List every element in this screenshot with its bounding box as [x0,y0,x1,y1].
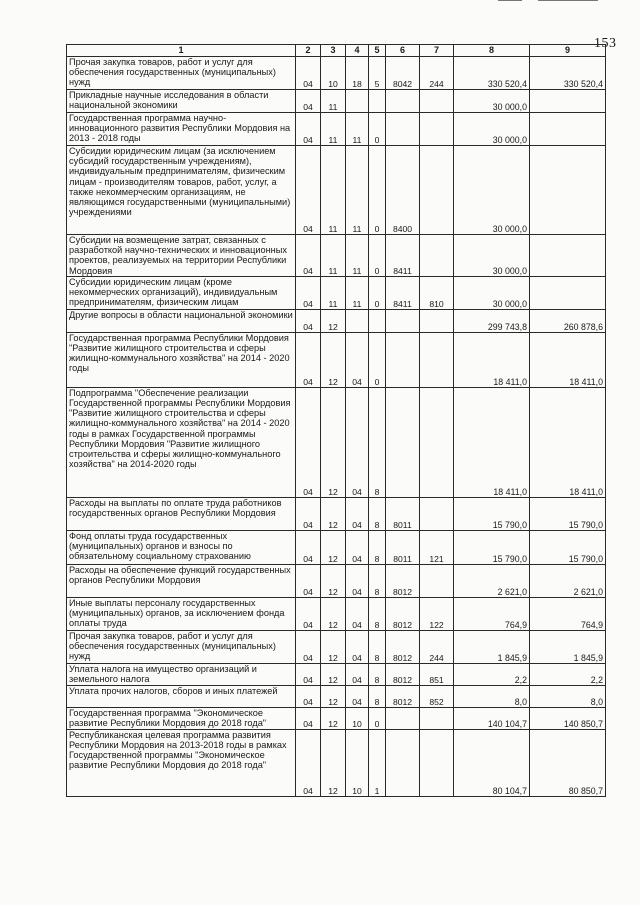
table-row [67,597,606,630]
amount-cell: 299 743,8 [454,309,530,332]
amount-cell: 30 000,0 [454,146,530,235]
code-cell: 11 [346,146,369,235]
amount-cell: 330 520,4 [530,57,606,90]
code-cell [420,387,454,497]
code-cell: 04 [346,685,369,707]
code-cell: 244 [420,57,454,90]
amount-cell: 15 790,0 [530,530,606,564]
header-cell: 5 [369,45,386,57]
code-cell: 12 [321,729,346,796]
table-row [67,57,606,90]
table-header-row [67,45,606,57]
code-cell [386,90,420,113]
amount-cell: 30 000,0 [454,113,530,146]
table-row [67,497,606,530]
code-cell: 04 [346,564,369,597]
code-cell: 121 [420,530,454,564]
code-cell: 8 [369,387,386,497]
code-cell [346,90,369,113]
code-cell [420,497,454,530]
amount-cell: 80 850,7 [530,729,606,796]
amount-cell: 30 000,0 [454,276,530,309]
code-cell: 852 [420,685,454,707]
code-cell [369,309,386,332]
row-name-cell: Прочая закупка товаров, работ и услуг для обеспечения государственных (муниципальных) нужд [67,630,296,663]
code-cell: 11 [321,113,346,146]
row-name-cell: Уплата прочих налогов, сборов и иных платежей [67,685,296,707]
code-cell [386,332,420,387]
code-cell: 244 [420,630,454,663]
code-cell: 11 [346,276,369,309]
amount-cell: 1 845,9 [454,630,530,663]
code-cell: 11 [321,90,346,113]
table-row [67,707,606,729]
amount-cell: 15 790,0 [530,497,606,530]
table-row [67,387,606,497]
code-cell [386,387,420,497]
header-cell: 8 [454,45,530,57]
row-name-cell: Государственная программа Республики Мордовия "Развитие жилищного строительства и сферы жилищно-коммунального хозяйства" на 2014 - 2020 годы [67,332,296,387]
row-name-cell: Прикладные научные исследования в области национальной экономики [67,90,296,113]
code-cell: 8011 [386,530,420,564]
code-cell: 04 [346,530,369,564]
page-number: 153 [594,36,617,51]
code-cell: 851 [420,663,454,685]
row-name-cell: Субсидии на возмещение затрат, связанных с разработкой научно-технических и инновационных проектов, реализуемых на территории Республики Мордовия [67,235,296,277]
header-cell: 9 [530,45,606,57]
budget-table [66,44,606,797]
table-row [67,530,606,564]
amount-cell: 1 845,9 [530,630,606,663]
code-cell [386,729,420,796]
amount-cell: 140 850,7 [530,707,606,729]
code-cell [369,90,386,113]
amount-cell: 8,0 [454,685,530,707]
top-edge-mark [538,0,598,1]
table-row [67,276,606,309]
row-name-cell: Другие вопросы в области национальной экономики [67,309,296,332]
amount-cell: 80 104,7 [454,729,530,796]
amount-cell: 8,0 [530,685,606,707]
code-cell: 04 [346,663,369,685]
code-cell: 8 [369,597,386,630]
code-cell: 12 [321,387,346,497]
row-name-cell: Расходы на обеспечение функций государственных органов Республики Мордовия [67,564,296,597]
code-cell: 8 [369,685,386,707]
code-cell: 12 [321,530,346,564]
code-cell: 11 [346,235,369,277]
code-cell [420,332,454,387]
code-cell: 04 [296,309,321,332]
code-cell: 12 [321,332,346,387]
code-cell: 12 [321,309,346,332]
amount-cell [530,146,606,235]
code-cell: 04 [296,564,321,597]
code-cell: 8400 [386,146,420,235]
code-cell: 12 [321,663,346,685]
code-cell: 04 [346,497,369,530]
code-cell: 04 [346,387,369,497]
header-cell: 7 [420,45,454,57]
code-cell: 8012 [386,630,420,663]
amount-cell: 2,2 [530,663,606,685]
code-cell [346,309,369,332]
code-cell: 12 [321,597,346,630]
amount-cell: 15 790,0 [454,530,530,564]
code-cell: 12 [321,685,346,707]
code-cell: 11 [321,146,346,235]
row-name-cell: Республиканская целевая программа развития Республики Мордовия на 2013-2018 годы в рамках Государственной программы "Экономическое развитие Республики Мордовия до 2018 года" [67,729,296,796]
code-cell: 04 [296,332,321,387]
code-cell: 0 [369,276,386,309]
code-cell: 12 [321,707,346,729]
code-cell: 8012 [386,685,420,707]
code-cell: 8012 [386,564,420,597]
code-cell: 04 [296,57,321,90]
header-cell: 3 [321,45,346,57]
top-edge-mark [498,0,522,1]
code-cell: 10 [321,57,346,90]
code-cell: 04 [296,113,321,146]
amount-cell: 2 621,0 [454,564,530,597]
header-cell: 2 [296,45,321,57]
code-cell: 8 [369,530,386,564]
row-name-cell: Субсидии юридическим лицам (кроме некоммерческих организаций), индивидуальным предпринимателям, физическим лицам [67,276,296,309]
amount-cell: 30 000,0 [454,90,530,113]
amount-cell: 764,9 [454,597,530,630]
row-name-cell: Уплата налога на имущество организаций и земельного налога [67,663,296,685]
code-cell: 8411 [386,276,420,309]
code-cell: 04 [296,729,321,796]
code-cell: 8 [369,564,386,597]
row-name-cell: Государственная программа научно-инновационного развития Республики Мордовия на 2013 - 2018 годы [67,113,296,146]
code-cell: 8 [369,497,386,530]
code-cell: 12 [321,630,346,663]
code-cell: 04 [296,90,321,113]
code-cell: 12 [321,564,346,597]
code-cell: 1 [369,729,386,796]
table-row [67,685,606,707]
code-cell: 04 [296,685,321,707]
code-cell: 0 [369,332,386,387]
header-cell: 4 [346,45,369,57]
code-cell: 04 [346,630,369,663]
code-cell: 11 [346,113,369,146]
amount-cell: 15 790,0 [454,497,530,530]
table-row [67,729,606,796]
table-row [67,113,606,146]
amount-cell: 260 878,6 [530,309,606,332]
code-cell [420,707,454,729]
amount-cell: 18 411,0 [454,332,530,387]
row-name-cell: Фонд оплаты труда государственных (муниципальных) органов и взносы по обязательному социальному страхованию [67,530,296,564]
code-cell: 8411 [386,235,420,277]
code-cell [420,90,454,113]
amount-cell: 2 621,0 [530,564,606,597]
amount-cell: 18 411,0 [530,332,606,387]
table-row [67,235,606,277]
code-cell: 04 [296,276,321,309]
code-cell: 04 [296,597,321,630]
amount-cell [530,276,606,309]
code-cell: 11 [321,276,346,309]
amount-cell: 30 000,0 [454,235,530,277]
amount-cell [530,90,606,113]
code-cell: 810 [420,276,454,309]
code-cell: 11 [321,235,346,277]
code-cell: 0 [369,113,386,146]
code-cell: 0 [369,146,386,235]
code-cell: 12 [321,497,346,530]
amount-cell: 18 411,0 [530,387,606,497]
code-cell: 8 [369,630,386,663]
code-cell: 04 [296,707,321,729]
code-cell: 10 [346,729,369,796]
code-cell: 04 [296,235,321,277]
code-cell: 8042 [386,57,420,90]
code-cell [420,729,454,796]
amount-cell: 18 411,0 [454,387,530,497]
code-cell: 8012 [386,663,420,685]
amount-cell: 2,2 [454,663,530,685]
amount-cell [530,113,606,146]
amount-cell [530,235,606,277]
code-cell: 5 [369,57,386,90]
code-cell [386,309,420,332]
table-row [67,630,606,663]
code-cell: 04 [346,332,369,387]
code-cell: 0 [369,707,386,729]
row-name-cell: Подпрограмма "Обеспечение реализации Государственной программы Республики Мордовия "Развитие жилищного строительства и сферы жилищно-коммунального хозяйства" на 2014 - 2020 годы в рамках Государственной программы Республики Мордовия "Развитие жилищного строительства и сферы жилищно-коммунального хозяйства" на 2014-2020 годы [67,387,296,497]
code-cell: 04 [296,387,321,497]
amount-cell: 330 520,4 [454,57,530,90]
code-cell: 04 [296,530,321,564]
code-cell: 122 [420,597,454,630]
table-row [67,564,606,597]
code-cell [420,113,454,146]
code-cell: 8011 [386,497,420,530]
table-row [67,663,606,685]
code-cell: 8012 [386,597,420,630]
row-name-cell: Прочая закупка товаров, работ и услуг для обеспечения государственных (муниципальных) нужд [67,57,296,90]
code-cell [386,707,420,729]
code-cell [420,146,454,235]
header-cell: 6 [386,45,420,57]
code-cell [420,235,454,277]
table-row [67,309,606,332]
code-cell: 04 [296,497,321,530]
code-cell [420,564,454,597]
code-cell: 04 [296,630,321,663]
code-cell: 18 [346,57,369,90]
code-cell: 8 [369,663,386,685]
header-cell: 1 [67,45,296,57]
code-cell [386,113,420,146]
row-name-cell: Субсидии юридическим лицам (за исключением субсидий государственным учреждениям), индивидуальным предпринимателям, физическим лицам - производителям товаров, работ, услуг, а также некоммерческим организациям, не являющимся государственными (муниципальными) учреждениями [67,146,296,235]
row-name-cell: Государственная программа "Экономическое развитие Республики Мордовия до 2018 года" [67,707,296,729]
table-row [67,146,606,235]
code-cell: 04 [346,597,369,630]
code-cell [420,309,454,332]
amount-cell: 140 104,7 [454,707,530,729]
row-name-cell: Расходы на выплаты по оплате труда работников государственных органов Республики Мордовия [67,497,296,530]
row-name-cell: Иные выплаты персоналу государственных (муниципальных) органов, за исключением фонда оплаты труда [67,597,296,630]
table-row [67,90,606,113]
code-cell: 04 [296,146,321,235]
code-cell: 04 [296,663,321,685]
amount-cell: 764,9 [530,597,606,630]
table-row [67,332,606,387]
code-cell: 10 [346,707,369,729]
code-cell: 0 [369,235,386,277]
